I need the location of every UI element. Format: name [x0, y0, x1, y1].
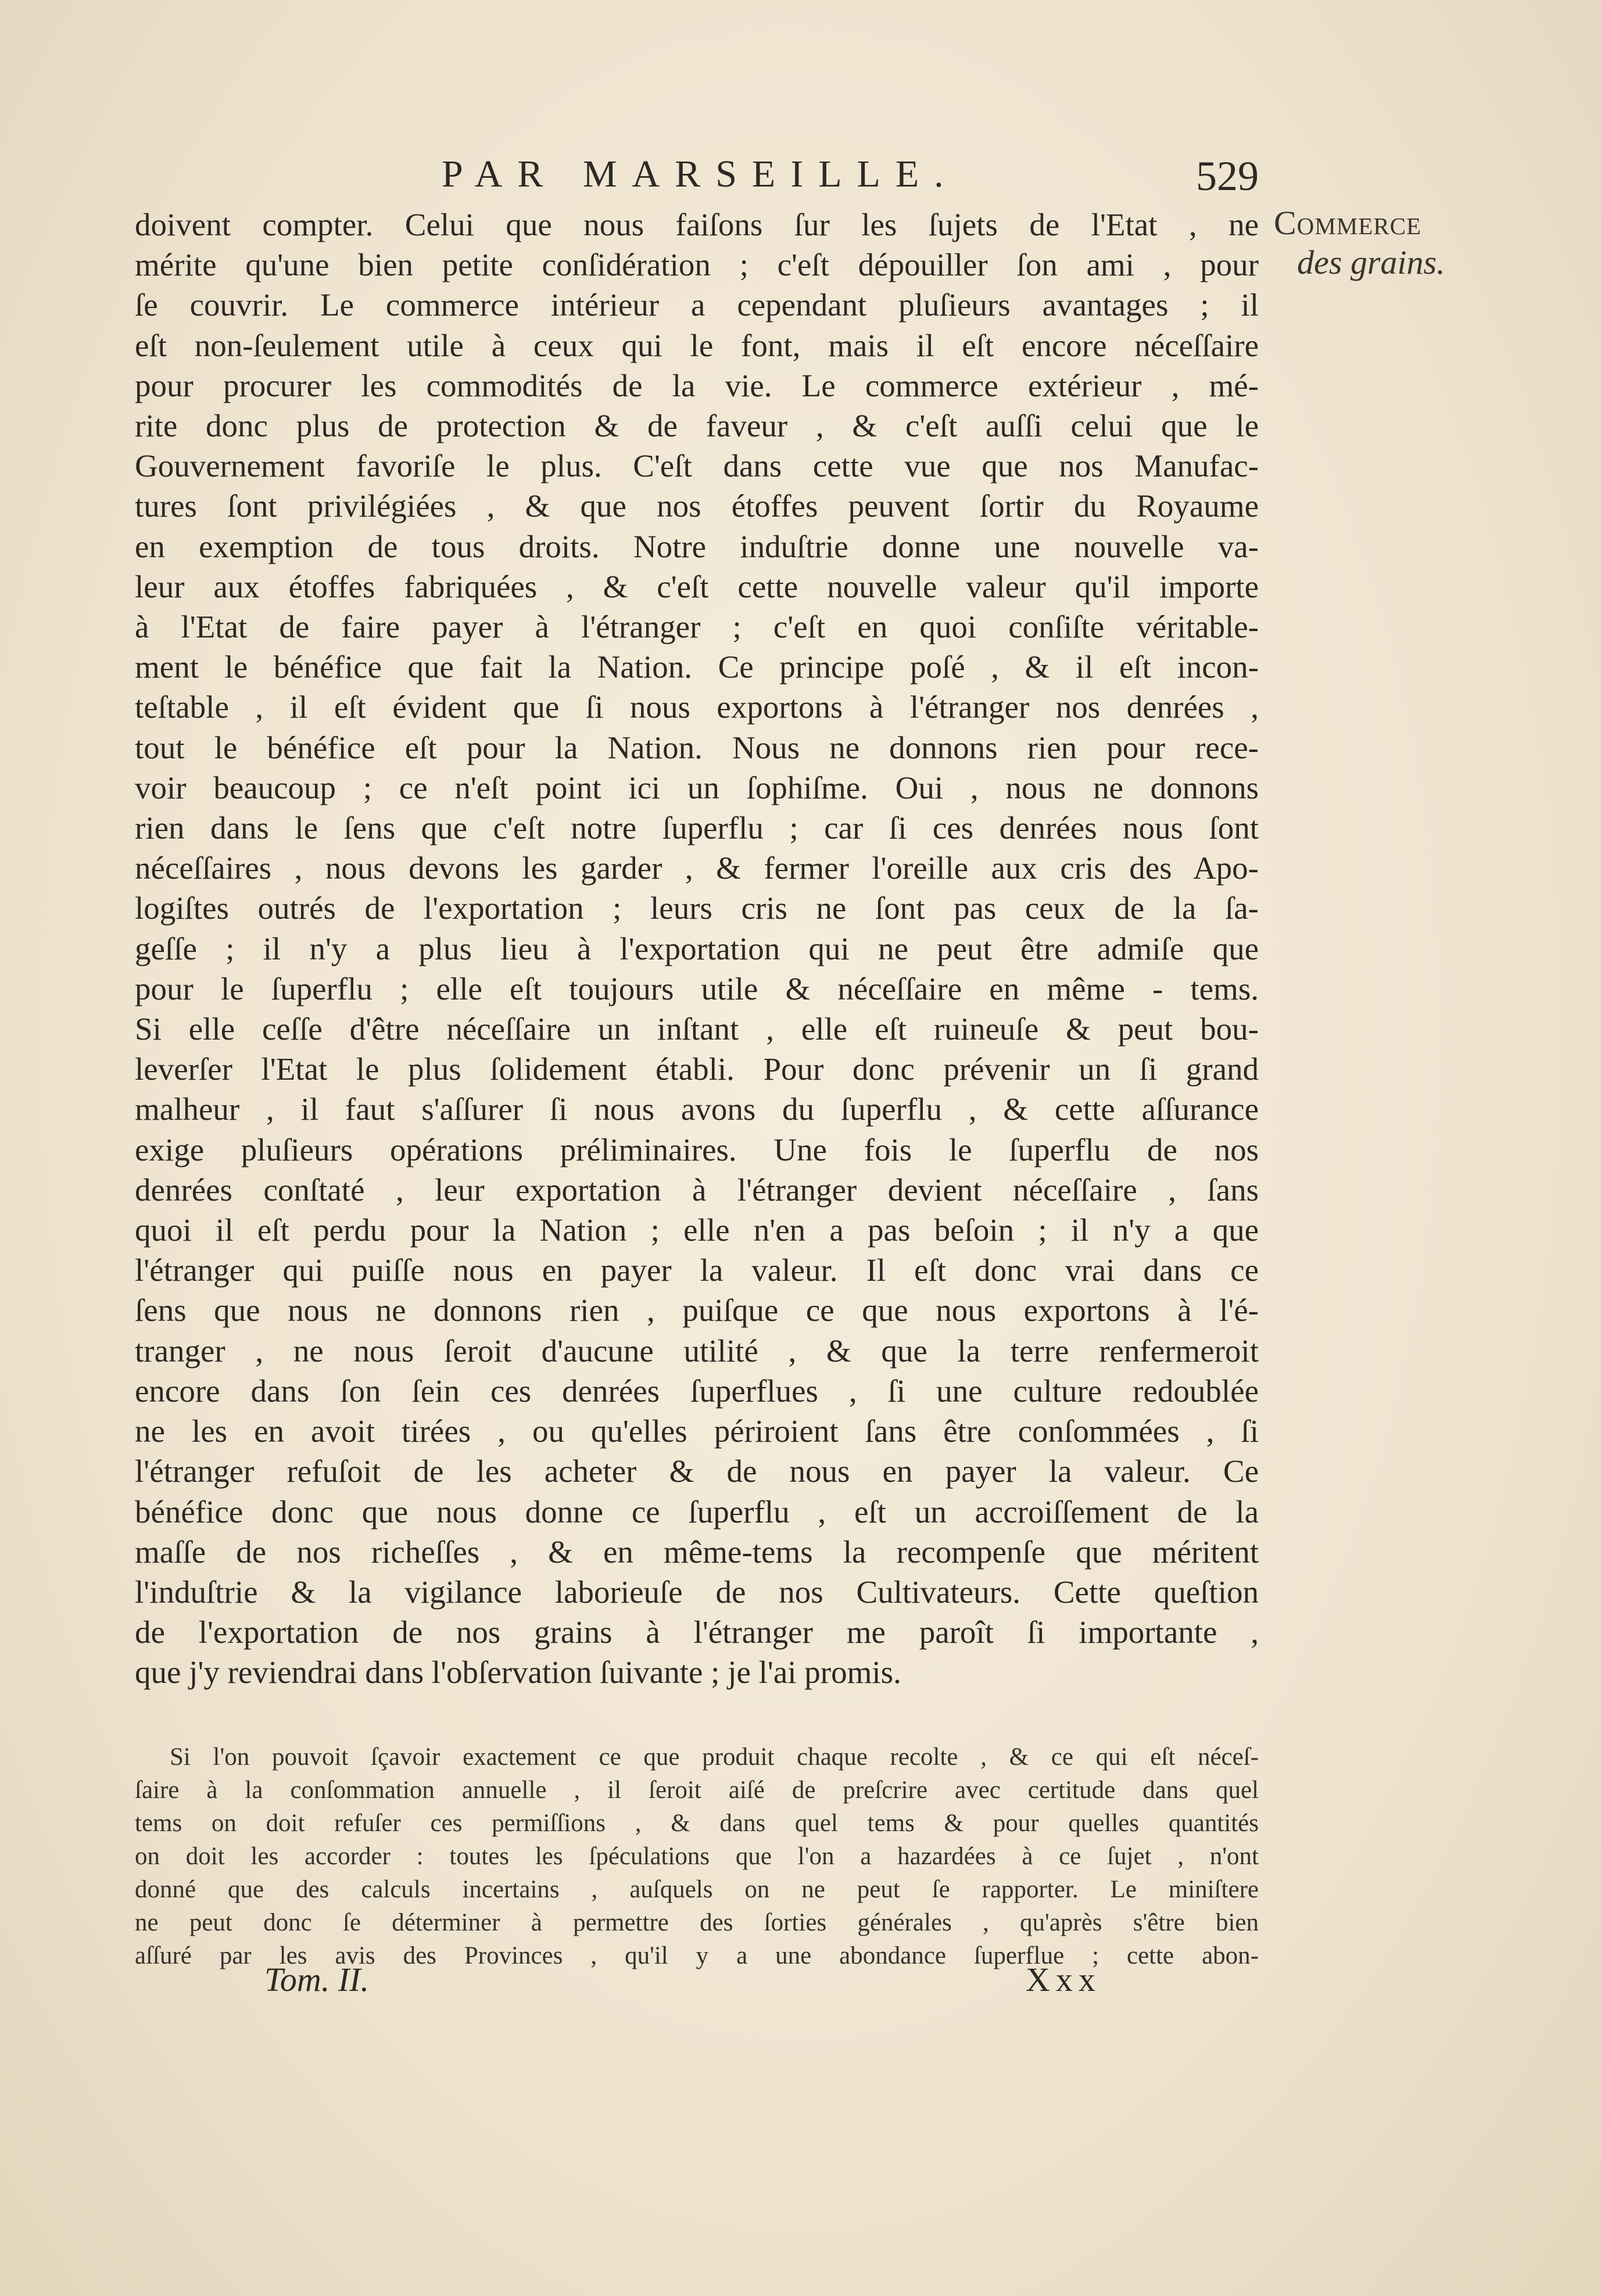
- text-line: Gouvernement favoriſe le plus. C'eſt dans cette vue que nos Manufac-: [135, 448, 1259, 484]
- text-line: voir beaucoup ; ce n'eſt point ici un ſophiſme. Oui , nous ne donnons: [135, 769, 1259, 805]
- footnote-line: aſſuré par les avis des Provinces , qu'il y a une abondance ſuperflue ; cette abon-: [135, 1942, 1259, 1969]
- text-line: geſſe ; il n'y a plus lieu à l'exportation qui ne peut être admiſe que: [135, 930, 1259, 966]
- text-line: tranger , ne nous ſeroit d'aucune utilité , & que la terre renfermeroit: [135, 1333, 1259, 1369]
- footnote-line: tems on doit refuſer ces permiſſions , & dans quel tems & pour quelles quantités: [135, 1810, 1259, 1837]
- footnote-line: on doit les accorder : toutes les ſpéculations que l'on a hazardées à ce ſujet , n'ont: [135, 1843, 1259, 1870]
- signature-mark: Xxx: [1026, 1961, 1101, 1998]
- text-line: ſens que nous ne donnons rien , puiſque ce que nous exportons à l'é-: [135, 1292, 1259, 1328]
- text-line: mérite qu'une bien petite conſidération ; c'eſt dépouiller ſon ami , pour: [135, 247, 1259, 283]
- text-line: Si elle ceſſe d'être néceſſaire un inſtant , elle eſt ruineuſe & peut bou-: [135, 1011, 1259, 1047]
- text-line: ſe couvrir. Le commerce intérieur a cependant pluſieurs avantages ; il: [135, 287, 1259, 323]
- footnote-block: [135, 1740, 1259, 1972]
- footnote-line: Si l'on pouvoit ſçavoir exactement ce que produit chaque recolte , & ce qui eſt néceſ-: [170, 1743, 1259, 1771]
- text-line: en exemption de tous droits. Notre induſtrie donne une nouvelle va-: [135, 528, 1259, 564]
- text-line: à l'Etat de faire payer à l'étranger ; c'eſt en quoi conſiſte véritable-: [135, 609, 1259, 645]
- page-number: 529: [1196, 153, 1259, 199]
- text-line: encore dans ſon ſein ces denrées ſuperflues , ſi une culture redoublée: [135, 1373, 1259, 1409]
- text-line: l'étranger refuſoit de les acheter & de nous en payer la valeur. Ce: [135, 1453, 1259, 1489]
- text-line: l'étranger qui puiſſe nous en payer la valeur. Il eſt donc vrai dans ce: [135, 1252, 1259, 1288]
- text-line: maſſe de nos richeſſes , & en même-tems la recompenſe que méritent: [135, 1534, 1259, 1570]
- text-line: tout le bénéfice eſt pour la Nation. Nous ne donnons rien pour rece-: [135, 729, 1259, 765]
- text-line: pour le ſuperflu ; elle eſt toujours utile & néceſſaire en même - tems.: [135, 970, 1259, 1006]
- text-line: ment le bénéfice que fait la Nation. Ce principe poſé , & il eſt incon-: [135, 649, 1259, 685]
- text-line: pour procurer les commodités de la vie. Le commerce extérieur , mé-: [135, 367, 1259, 403]
- text-line: malheur , il faut s'aſſurer ſi nous avons du ſuperflu , & cette aſſurance: [135, 1091, 1259, 1127]
- text-line: bénéfice donc que nous donne ce ſuperflu , eſt un accroiſſement de la: [135, 1493, 1259, 1530]
- margin-note-subtitle: des grains.: [1297, 243, 1445, 281]
- text-line: de l'exportation de nos grains à l'étranger me paroît ſi importante ,: [135, 1614, 1259, 1650]
- text-line: rien dans le ſens que c'eſt notre ſuperflu ; car ſi ces denrées nous ſont: [135, 810, 1259, 846]
- running-head-title: PAR MARSEILLE.: [442, 153, 959, 195]
- footnote-line: donné que des calculs incertains , auſquels on ne peut ſe rapporter. Le miniſtere: [135, 1876, 1259, 1903]
- text-line: quoi il eſt perdu pour la Nation ; elle n'en a pas beſoin ; il n'y a que: [135, 1212, 1259, 1248]
- text-line: néceſſaires , nous devons les garder , & fermer l'oreille aux cris des Apo-: [135, 850, 1259, 886]
- main-text-block: [135, 205, 1259, 1693]
- text-line: que j'y reviendrai dans l'obſervation ſuivante ; je l'ai promis.: [135, 1654, 901, 1690]
- text-line: eſt non-ſeulement utile à ceux qui le font, mais il eſt encore néceſſaire: [135, 327, 1259, 363]
- text-line: teſtable , il eſt évident que ſi nous exportons à l'étranger nos denrées ,: [135, 689, 1259, 725]
- text-line: leur aux étoffes fabriquées , & c'eſt cette nouvelle valeur qu'il importe: [135, 568, 1259, 604]
- volume-signature: Tom. II.: [264, 1961, 369, 1998]
- text-line: exige pluſieurs opérations préliminaires. Une fois le ſuperflu de nos: [135, 1131, 1259, 1167]
- text-line: ne les en avoit tirées , ou qu'elles périroient ſans être conſommées , ſi: [135, 1413, 1259, 1449]
- footnote-line: ſaire à la conſommation annuelle , il ſeroit aiſé de preſcrire avec certitude dans quel: [135, 1776, 1259, 1804]
- text-line: denrées conſtaté , leur exportation à l'étranger devient néceſſaire , ſans: [135, 1172, 1259, 1208]
- footnote-line: ne peut donc ſe déterminer à permettre des ſorties générales , qu'après s'être bien: [135, 1909, 1259, 1936]
- text-line: doivent compter. Celui que nous faiſons ſur les ſujets de l'Etat , ne: [135, 207, 1259, 242]
- text-line: tures ſont privilégiées , & que nos étoffes peuvent ſortir du Royaume: [135, 488, 1259, 524]
- text-line: rite donc plus de protection & de faveur , & c'eſt auſſi celui que le: [135, 408, 1259, 444]
- text-line: leverſer l'Etat le plus ſolidement établi. Pour donc prévenir un ſi grand: [135, 1051, 1259, 1087]
- text-line: logiſtes outrés de l'exportation ; leurs cris ne ſont pas ceux de la ſa-: [135, 890, 1259, 926]
- text-line: l'induſtrie & la vigilance laborieuſe de nos Cultivateurs. Cette queſtion: [135, 1574, 1259, 1610]
- margin-note-title: Commerce: [1274, 204, 1421, 242]
- margin-note: [1274, 203, 1471, 282]
